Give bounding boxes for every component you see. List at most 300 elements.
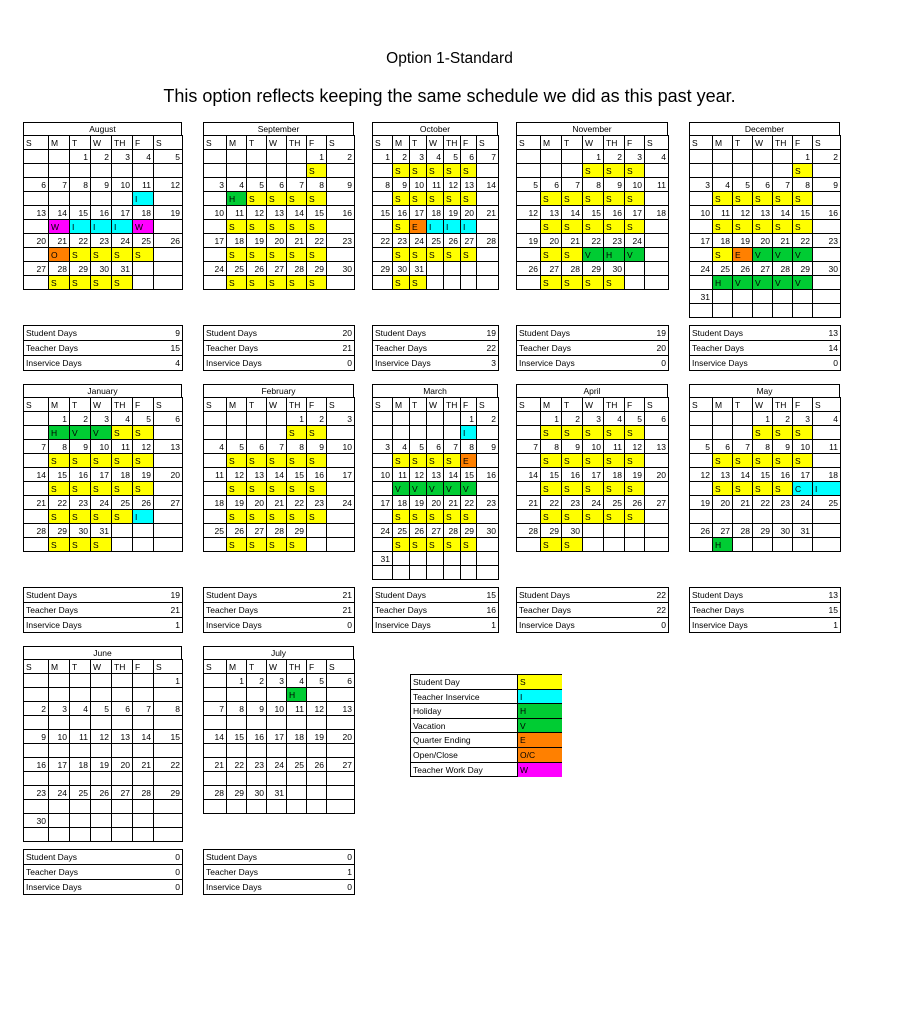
day-code-empty	[712, 303, 732, 317]
weekday-header: T	[246, 135, 266, 149]
day-code: S	[306, 275, 326, 289]
grid-border	[689, 317, 841, 318]
weekday-header: S	[644, 397, 668, 411]
day-code: S	[426, 191, 443, 205]
day-number: 16	[23, 757, 48, 771]
weekday-header: M	[392, 135, 409, 149]
day-number: 11	[603, 439, 624, 453]
day-code-empty	[516, 163, 540, 177]
day-code-empty	[23, 481, 48, 495]
day-code-empty	[153, 537, 182, 551]
day-code-empty	[23, 275, 48, 289]
weekday-header: S	[812, 397, 840, 411]
day-code-empty	[712, 163, 732, 177]
day-code: S	[48, 537, 69, 551]
day-code: S	[426, 453, 443, 467]
day-code: S	[132, 425, 153, 439]
day-number: 14	[772, 205, 792, 219]
weekday-header: M	[226, 135, 246, 149]
summary-row	[23, 340, 183, 355]
day-code-empty	[153, 481, 182, 495]
day-code-empty	[226, 715, 246, 729]
weekday-header: S	[372, 397, 392, 411]
summary-row	[203, 355, 355, 371]
day-code-empty	[372, 191, 392, 205]
summary-value: 0	[347, 620, 352, 630]
day-code: S	[460, 247, 476, 261]
day-code: E	[732, 247, 752, 261]
day-number: 27	[23, 261, 48, 275]
day-number: 30	[812, 261, 840, 275]
day-number: 29	[752, 523, 772, 537]
day-code-empty	[69, 715, 90, 729]
legend-row	[410, 718, 561, 733]
weekday-header: W	[426, 135, 443, 149]
summary-value: 20	[656, 343, 666, 353]
day-code-empty	[644, 275, 668, 289]
day-code-empty	[23, 743, 48, 757]
day-code: S	[582, 425, 603, 439]
day-code: S	[306, 191, 326, 205]
legend-swatch: I	[517, 689, 562, 704]
day-number: 30	[69, 523, 90, 537]
day-number: 26	[689, 523, 712, 537]
day-code: S	[392, 275, 409, 289]
legend-swatch: V	[517, 718, 562, 733]
day-number: 25	[203, 523, 226, 537]
day-code-empty	[286, 771, 306, 785]
day-code-empty	[426, 425, 443, 439]
grid-border	[182, 659, 183, 841]
day-number	[48, 149, 69, 163]
day-code: S	[392, 537, 409, 551]
summary-label: Teacher Days	[375, 343, 427, 353]
legend-row	[410, 703, 561, 718]
day-number: 20	[246, 495, 266, 509]
day-number: 12	[246, 205, 266, 219]
day-number	[689, 149, 712, 163]
day-number: 1	[540, 411, 561, 425]
day-code-empty	[90, 715, 111, 729]
day-number: 21	[286, 233, 306, 247]
day-number: 16	[603, 205, 624, 219]
day-code: S	[246, 481, 266, 495]
day-number: 28	[132, 785, 153, 799]
day-number	[732, 289, 752, 303]
day-number	[426, 551, 443, 565]
day-number: 3	[203, 177, 226, 191]
day-code: S	[111, 425, 132, 439]
day-code-empty	[603, 537, 624, 551]
grid-border	[203, 813, 355, 814]
legend-row	[410, 762, 561, 777]
summary-row	[203, 325, 355, 340]
day-code-empty	[409, 425, 426, 439]
day-number	[306, 785, 326, 799]
day-code-empty	[23, 509, 48, 523]
day-code-empty	[326, 509, 354, 523]
day-number: 19	[624, 467, 644, 481]
grid-border	[23, 551, 183, 552]
day-code: S	[624, 509, 644, 523]
weekday-header: TH	[111, 397, 132, 411]
grid-border	[354, 397, 355, 551]
day-number	[132, 813, 153, 827]
day-code: S	[732, 219, 752, 233]
day-number: 27	[712, 523, 732, 537]
day-code-empty	[90, 743, 111, 757]
weekday-header: S	[689, 397, 712, 411]
summary-value: 15	[170, 343, 180, 353]
day-code-empty	[286, 163, 306, 177]
day-number: 21	[443, 495, 460, 509]
day-number	[582, 523, 603, 537]
day-number: 9	[306, 439, 326, 453]
day-code-empty	[460, 565, 476, 579]
day-code: S	[246, 509, 266, 523]
grid-border	[354, 659, 355, 813]
day-code: S	[752, 425, 772, 439]
day-code-empty	[812, 537, 840, 551]
summary-row	[516, 587, 669, 602]
day-number: 28	[203, 785, 226, 799]
day-code-empty	[306, 687, 326, 701]
day-code: S	[90, 275, 111, 289]
day-code: S	[286, 481, 306, 495]
day-number: 15	[153, 729, 182, 743]
day-number: 29	[69, 261, 90, 275]
day-code: S	[392, 163, 409, 177]
day-number: 7	[476, 149, 498, 163]
day-number: 24	[372, 523, 392, 537]
day-number: 15	[48, 467, 69, 481]
day-code-empty	[111, 537, 132, 551]
day-code-empty	[306, 799, 326, 813]
day-number	[48, 813, 69, 827]
day-code: S	[48, 453, 69, 467]
day-number: 24	[792, 495, 812, 509]
summary-value: 0	[661, 620, 666, 630]
day-code: I	[90, 219, 111, 233]
summary-row	[689, 602, 841, 617]
day-code: H	[712, 537, 732, 551]
day-number: 28	[443, 523, 460, 537]
day-code-empty	[392, 565, 409, 579]
day-code-empty	[812, 425, 840, 439]
day-number: 22	[226, 757, 246, 771]
day-code-empty	[306, 537, 326, 551]
summary-row	[23, 602, 183, 617]
day-number: 7	[732, 439, 752, 453]
day-code: S	[286, 275, 306, 289]
day-number	[561, 149, 582, 163]
day-number: 1	[752, 411, 772, 425]
day-number: 5	[153, 149, 182, 163]
day-code-empty	[111, 163, 132, 177]
summary-label: Student Days	[26, 590, 78, 600]
day-number: 9	[603, 177, 624, 191]
day-number: 31	[90, 523, 111, 537]
summary-row	[516, 340, 669, 355]
day-code-empty	[476, 565, 498, 579]
day-code-empty	[203, 275, 226, 289]
summary-row	[372, 325, 499, 340]
weekday-header: W	[426, 397, 443, 411]
day-number: 30	[326, 261, 354, 275]
day-code-empty	[69, 687, 90, 701]
day-number	[443, 411, 460, 425]
weekday-header: T	[409, 135, 426, 149]
day-code: S	[443, 509, 460, 523]
day-code-empty	[153, 509, 182, 523]
day-code: V	[426, 481, 443, 495]
day-number: 11	[644, 177, 668, 191]
day-number: 26	[153, 233, 182, 247]
day-code: S	[772, 481, 792, 495]
summary-row	[372, 340, 499, 355]
day-number: 8	[582, 177, 603, 191]
day-number: 10	[624, 177, 644, 191]
day-code-empty	[111, 687, 132, 701]
day-number: 12	[516, 205, 540, 219]
day-code-empty	[90, 771, 111, 785]
day-number	[153, 261, 182, 275]
day-number: 5	[689, 439, 712, 453]
summary-row	[23, 587, 183, 602]
day-number: 4	[712, 177, 732, 191]
day-number: 21	[23, 495, 48, 509]
day-number	[752, 289, 772, 303]
day-code-empty	[812, 509, 840, 523]
day-number	[516, 149, 540, 163]
day-code-empty	[69, 827, 90, 841]
day-code-empty	[90, 191, 111, 205]
day-number	[286, 149, 306, 163]
summary-label: Inservice Days	[206, 882, 262, 892]
day-code-empty	[69, 191, 90, 205]
day-code: V	[409, 481, 426, 495]
day-code: S	[426, 537, 443, 551]
day-code: V	[392, 481, 409, 495]
weekday-header: T	[561, 135, 582, 149]
day-code-empty	[23, 771, 48, 785]
day-number: 24	[266, 757, 286, 771]
day-number	[226, 149, 246, 163]
grid-border	[372, 289, 499, 290]
day-code-empty	[203, 687, 226, 701]
day-code-empty	[153, 687, 182, 701]
weekday-header: S	[203, 659, 226, 673]
summary-value: 22	[486, 343, 496, 353]
day-code-empty	[132, 715, 153, 729]
summary-row	[516, 355, 669, 371]
day-number: 22	[540, 495, 561, 509]
summary-label: Inservice Days	[692, 358, 748, 368]
legend-label: Vacation	[413, 720, 446, 731]
day-number: 22	[286, 495, 306, 509]
summary-value: 4	[175, 358, 180, 368]
day-code: S	[132, 453, 153, 467]
summary-value: 0	[347, 852, 352, 862]
day-code: S	[132, 481, 153, 495]
day-code: S	[582, 163, 603, 177]
day-code-empty	[153, 275, 182, 289]
day-number: 27	[540, 261, 561, 275]
day-code: S	[561, 247, 582, 261]
day-number: 26	[732, 261, 752, 275]
day-code: S	[712, 453, 732, 467]
day-number: 22	[48, 495, 69, 509]
day-code: S	[540, 481, 561, 495]
day-code-empty	[23, 247, 48, 261]
day-code-empty	[812, 163, 840, 177]
day-code: S	[246, 453, 266, 467]
day-code: S	[409, 247, 426, 261]
day-code: S	[111, 481, 132, 495]
legend-row	[410, 674, 561, 689]
day-number: 21	[132, 757, 153, 771]
day-number: 15	[540, 467, 561, 481]
day-code: S	[540, 453, 561, 467]
day-number	[266, 411, 286, 425]
day-code: S	[443, 191, 460, 205]
day-code: S	[306, 219, 326, 233]
day-number: 15	[286, 467, 306, 481]
day-number: 8	[792, 177, 812, 191]
summary-value: 19	[170, 590, 180, 600]
summary-row	[689, 340, 841, 355]
weekday-header: W	[90, 659, 111, 673]
day-number: 26	[516, 261, 540, 275]
day-number: 18	[203, 495, 226, 509]
day-number	[203, 673, 226, 687]
day-number: 13	[426, 467, 443, 481]
day-number: 5	[732, 177, 752, 191]
day-code: S	[48, 275, 69, 289]
day-number: 2	[326, 149, 354, 163]
day-number: 28	[516, 523, 540, 537]
day-code-empty	[226, 163, 246, 177]
day-number	[392, 411, 409, 425]
day-number: 9	[23, 729, 48, 743]
day-code-empty	[266, 715, 286, 729]
day-number: 8	[286, 439, 306, 453]
day-code: S	[540, 537, 561, 551]
day-code-empty	[732, 509, 752, 523]
day-code: S	[306, 453, 326, 467]
day-number: 21	[561, 233, 582, 247]
day-code: S	[624, 425, 644, 439]
day-number	[644, 261, 668, 275]
weekday-header: F	[460, 135, 476, 149]
day-code: S	[561, 453, 582, 467]
day-number: 18	[712, 233, 732, 247]
day-number: 28	[286, 261, 306, 275]
day-number: 12	[732, 205, 752, 219]
day-code: W	[132, 219, 153, 233]
day-number: 19	[246, 233, 266, 247]
day-number	[476, 261, 498, 275]
day-number: 10	[409, 177, 426, 191]
day-number: 26	[624, 495, 644, 509]
day-code-empty	[326, 743, 354, 757]
weekday-header: F	[792, 135, 812, 149]
day-number: 15	[582, 205, 603, 219]
day-code-empty	[752, 303, 772, 317]
day-code: V	[792, 247, 812, 261]
day-number: 8	[460, 439, 476, 453]
day-code-empty	[246, 163, 266, 177]
day-number: 25	[812, 495, 840, 509]
day-code: S	[306, 509, 326, 523]
day-number: 13	[644, 439, 668, 453]
legend-row	[410, 747, 561, 762]
day-number: 20	[426, 495, 443, 509]
weekday-header: TH	[443, 397, 460, 411]
day-number: 19	[409, 495, 426, 509]
weekday-header: S	[372, 135, 392, 149]
day-code: S	[792, 219, 812, 233]
day-code-empty	[90, 827, 111, 841]
day-code-empty	[476, 219, 498, 233]
summary-value: 0	[175, 867, 180, 877]
day-code: S	[752, 481, 772, 495]
day-number: 27	[246, 523, 266, 537]
day-code: S	[409, 453, 426, 467]
day-code: S	[266, 537, 286, 551]
summary-row	[23, 617, 183, 633]
day-code-empty	[812, 219, 840, 233]
day-code-empty	[516, 537, 540, 551]
day-code-empty	[23, 537, 48, 551]
day-number: 8	[153, 701, 182, 715]
day-code: S	[603, 275, 624, 289]
summary-label: Student Days	[26, 852, 78, 862]
day-code-empty	[326, 191, 354, 205]
day-number: 11	[69, 729, 90, 743]
day-number: 3	[326, 411, 354, 425]
day-code-empty	[306, 771, 326, 785]
day-code-empty	[516, 275, 540, 289]
day-number	[540, 149, 561, 163]
day-code: S	[226, 219, 246, 233]
day-number: 27	[752, 261, 772, 275]
day-number: 17	[792, 467, 812, 481]
day-number: 3	[624, 149, 644, 163]
day-code-empty	[772, 509, 792, 523]
day-code-empty	[132, 537, 153, 551]
day-code: S	[624, 219, 644, 233]
day-number: 8	[69, 177, 90, 191]
day-code: S	[540, 425, 561, 439]
weekday-header: F	[460, 397, 476, 411]
day-code-empty	[516, 425, 540, 439]
day-number	[23, 411, 48, 425]
day-number: 13	[326, 701, 354, 715]
day-number: 11	[286, 701, 306, 715]
day-number: 2	[246, 673, 266, 687]
day-number	[792, 289, 812, 303]
summary-row	[203, 849, 355, 864]
day-number: 5	[516, 177, 540, 191]
day-code-empty	[23, 799, 48, 813]
day-number: 14	[266, 467, 286, 481]
summary-label: Teacher Days	[519, 343, 571, 353]
day-number	[111, 673, 132, 687]
day-code: S	[540, 275, 561, 289]
day-code-empty	[266, 163, 286, 177]
day-code-empty	[689, 425, 712, 439]
